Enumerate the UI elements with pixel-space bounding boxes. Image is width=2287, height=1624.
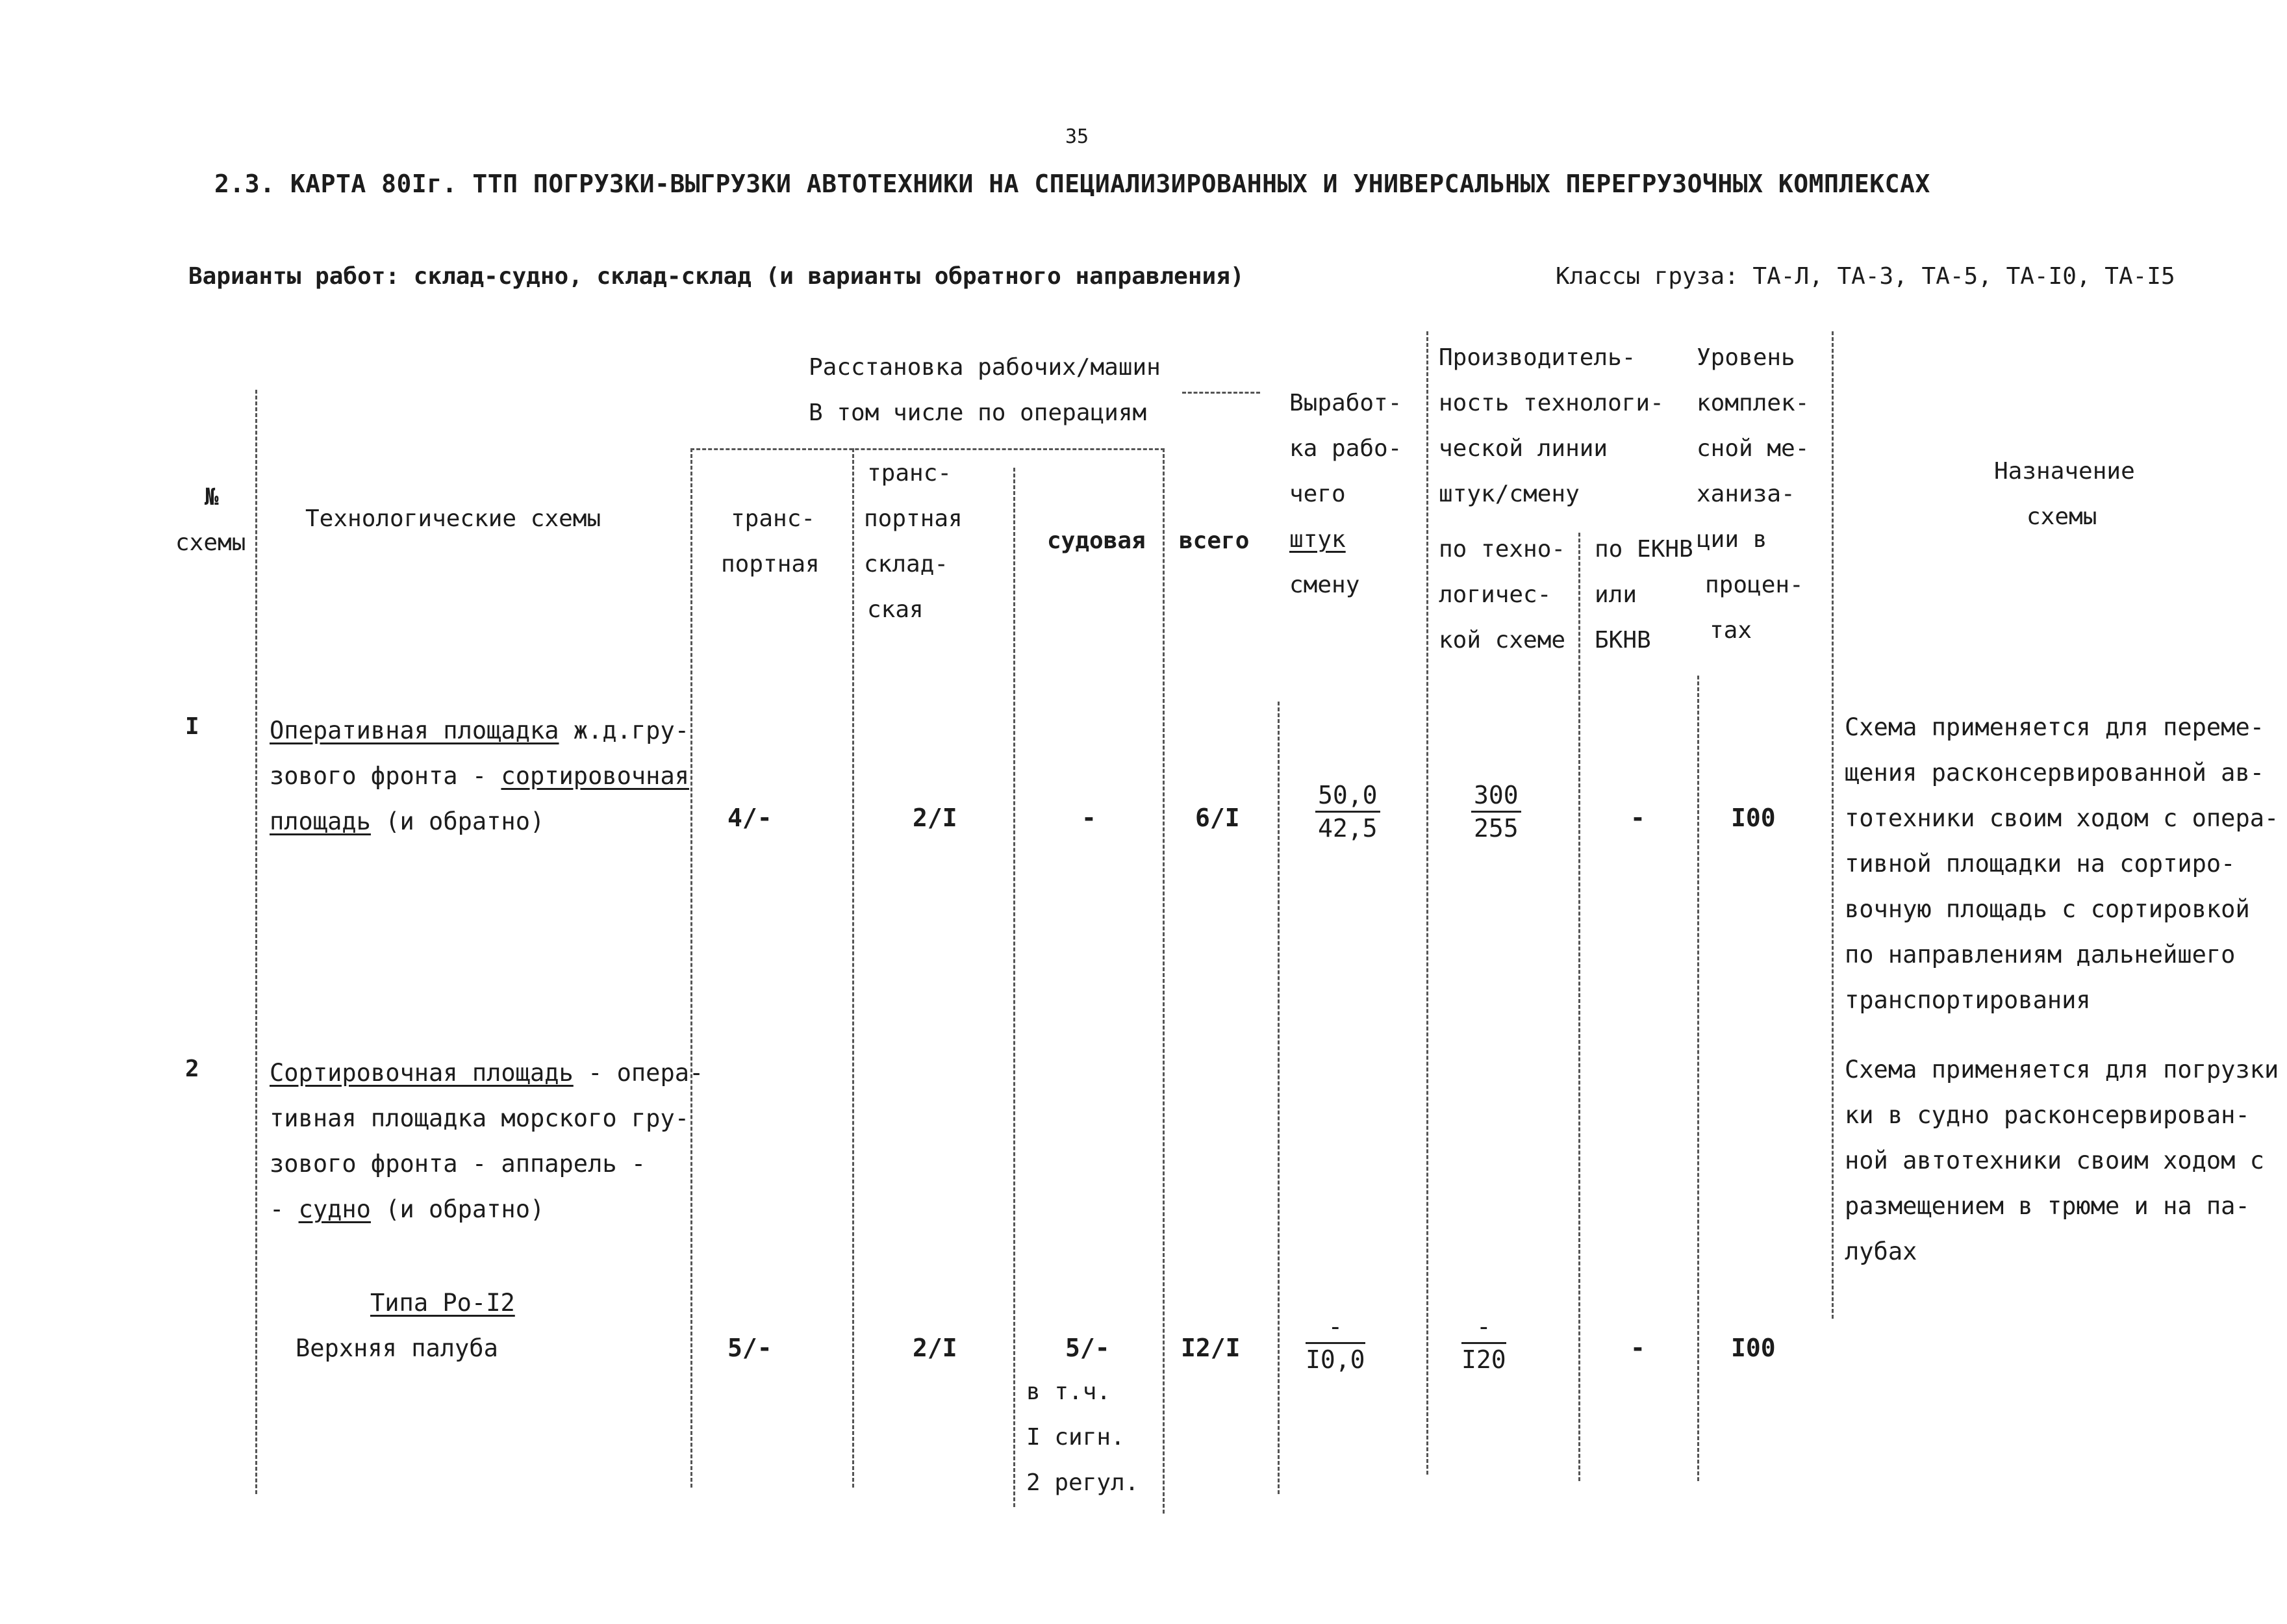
header-rule: [690, 448, 1165, 450]
header-scheme-no-sign: №: [205, 484, 219, 511]
header-perf-2: ность технологи-: [1439, 390, 1664, 416]
output-denominator: 42,5: [1318, 814, 1378, 843]
scheme-text: Сортировочная площадь - опера- тивная площадка морского гру- зового фронта - аппарель - - судно (и обратно): [270, 1059, 704, 1223]
transport-value: 4/-: [727, 804, 772, 832]
purpose-text: Схема применяется для погрузки ки в судно расконсервирован- ной автотехники своим ходом с размещением в трюме и на па- лубах: [1845, 1056, 2279, 1265]
header-ship: судовая: [1047, 527, 1146, 554]
header-level-1: Уровень: [1697, 344, 1795, 371]
performance-fraction: [1461, 1311, 1506, 1375]
deck-label: Верхняя палуба: [296, 1334, 498, 1362]
header-placement: Расстановка рабочих/машин: [809, 354, 1161, 381]
column-rule: [1697, 676, 1699, 1481]
output-fraction: [1306, 1311, 1365, 1375]
ship-note: I сигн.: [1026, 1424, 1125, 1451]
header-level-7: тах: [1710, 617, 1752, 644]
output-numerator: -: [1306, 1311, 1365, 1344]
header-transport-1: транс-: [731, 505, 816, 532]
header-output-3: чего: [1289, 481, 1346, 507]
header-output-4: штук: [1289, 526, 1346, 553]
page-title: 2.3. КАРТА 80Iг. ТТП ПОГРУЗКИ-ВЫГРУЗКИ АВТОТЕХНИКИ НА СПЕЦИАЛИЗИРОВАННЫХ И УНИВЕРСАЛЬНЫХ ПЕРЕГРУЗОЧНЫХ КОМПЛЕКСАХ: [214, 170, 1930, 198]
header-perf-tech-1: по техно-: [1439, 536, 1566, 563]
column-rule: [1578, 533, 1580, 1481]
trans-warehouse-value: 2/I: [913, 1334, 957, 1362]
level-value: I00: [1731, 804, 1776, 832]
column-rule: [1426, 331, 1428, 1475]
header-perf-4: штук/смену: [1439, 481, 1580, 507]
page-number: 35: [1065, 125, 1089, 148]
header-trans-wh-4: ская: [867, 596, 924, 623]
header-total: всего: [1179, 527, 1250, 554]
purpose-text: Схема применяется для переме- щения расконсервированной ав- тотехники своим ходом с опера- тивной площадки на сортиро- вочную площадь с сортировкой по направлениям дальнейшего транспортирования: [1845, 713, 2279, 1014]
column-rule: [255, 390, 257, 1494]
header-output-2: ка рабо-: [1289, 435, 1402, 462]
total-value: 6/I: [1195, 804, 1240, 832]
trans-warehouse-value: 2/I: [913, 804, 957, 832]
header-transport-2: портная: [721, 551, 820, 577]
scheme-text: Оперативная площадка ж.д.гру- зового фронта - сортировочная площадь (и обратно): [270, 717, 690, 835]
header-by-operations: В том числе по операциям: [809, 400, 1147, 426]
performance-numerator: 300: [1471, 780, 1521, 813]
column-rule: [690, 448, 692, 1488]
header-perf-1: Производитель-: [1439, 344, 1636, 371]
output-fraction: [1315, 780, 1380, 844]
performance-fraction: [1471, 780, 1521, 844]
header-perf-3: ческой линии: [1439, 435, 1608, 462]
header-level-3: сной ме-: [1697, 435, 1810, 462]
output-denominator: I0,0: [1306, 1345, 1365, 1374]
header-trans-wh-3: склад-: [864, 551, 949, 577]
ship-value: 5/-: [1065, 1334, 1110, 1362]
total-value: I2/I: [1181, 1334, 1241, 1362]
ekhv-value: -: [1630, 1334, 1645, 1362]
ship-note: 2 регул.: [1026, 1469, 1139, 1496]
performance-numerator: -: [1461, 1311, 1506, 1344]
header-perf-ekhv-3: БКНВ: [1595, 627, 1651, 653]
column-rule: [1163, 448, 1165, 1514]
header-trans-wh-1: транс-: [867, 460, 952, 487]
header-perf-tech-2: логичес-: [1439, 581, 1552, 608]
work-variants: Варианты работ: склад-судно, склад-склад (и варианты обратного направления): [188, 263, 1245, 290]
cargo-classes: Классы груза: ТА-Л, ТА-3, ТА-5, ТА-I0, ТА-I5: [1556, 263, 2175, 290]
header-rule: [1182, 392, 1260, 394]
output-numerator: 50,0: [1315, 780, 1380, 813]
header-tech-schemes: Технологические схемы: [305, 505, 601, 532]
performance-denominator: 255: [1474, 814, 1519, 843]
vessel-type: Типа Ро-I2: [370, 1289, 515, 1317]
header-output-1: Выработ-: [1289, 390, 1402, 416]
header-perf-tech-3: кой схеме: [1439, 627, 1566, 653]
transport-value: 5/-: [727, 1334, 772, 1362]
header-level-5: ции в: [1697, 526, 1767, 553]
header-perf-ekhv-1: по ЕКНВ: [1595, 536, 1693, 563]
header-level-2: комплек-: [1697, 390, 1810, 416]
level-value: I00: [1731, 1334, 1776, 1362]
column-rule: [852, 448, 854, 1488]
row-number: 2: [185, 1056, 199, 1082]
column-rule: [1832, 331, 1834, 1319]
header-purpose-2: схемы: [2027, 503, 2097, 530]
ekhv-value: -: [1630, 804, 1645, 832]
header-scheme-no: схемы: [175, 529, 246, 556]
ship-note: в т.ч.: [1026, 1378, 1111, 1405]
header-level-6: процен-: [1705, 572, 1804, 598]
header-purpose-1: Назначение: [1994, 458, 2135, 485]
row-number: I: [185, 713, 199, 740]
header-level-4: ханиза-: [1697, 481, 1795, 507]
column-rule: [1013, 468, 1015, 1507]
header-output-5: смену: [1289, 572, 1360, 598]
ship-value: -: [1081, 804, 1096, 832]
header-perf-ekhv-2: или: [1595, 581, 1637, 608]
performance-denominator: I20: [1461, 1345, 1506, 1374]
header-trans-wh-2: портная: [864, 505, 963, 532]
column-rule: [1278, 702, 1280, 1494]
